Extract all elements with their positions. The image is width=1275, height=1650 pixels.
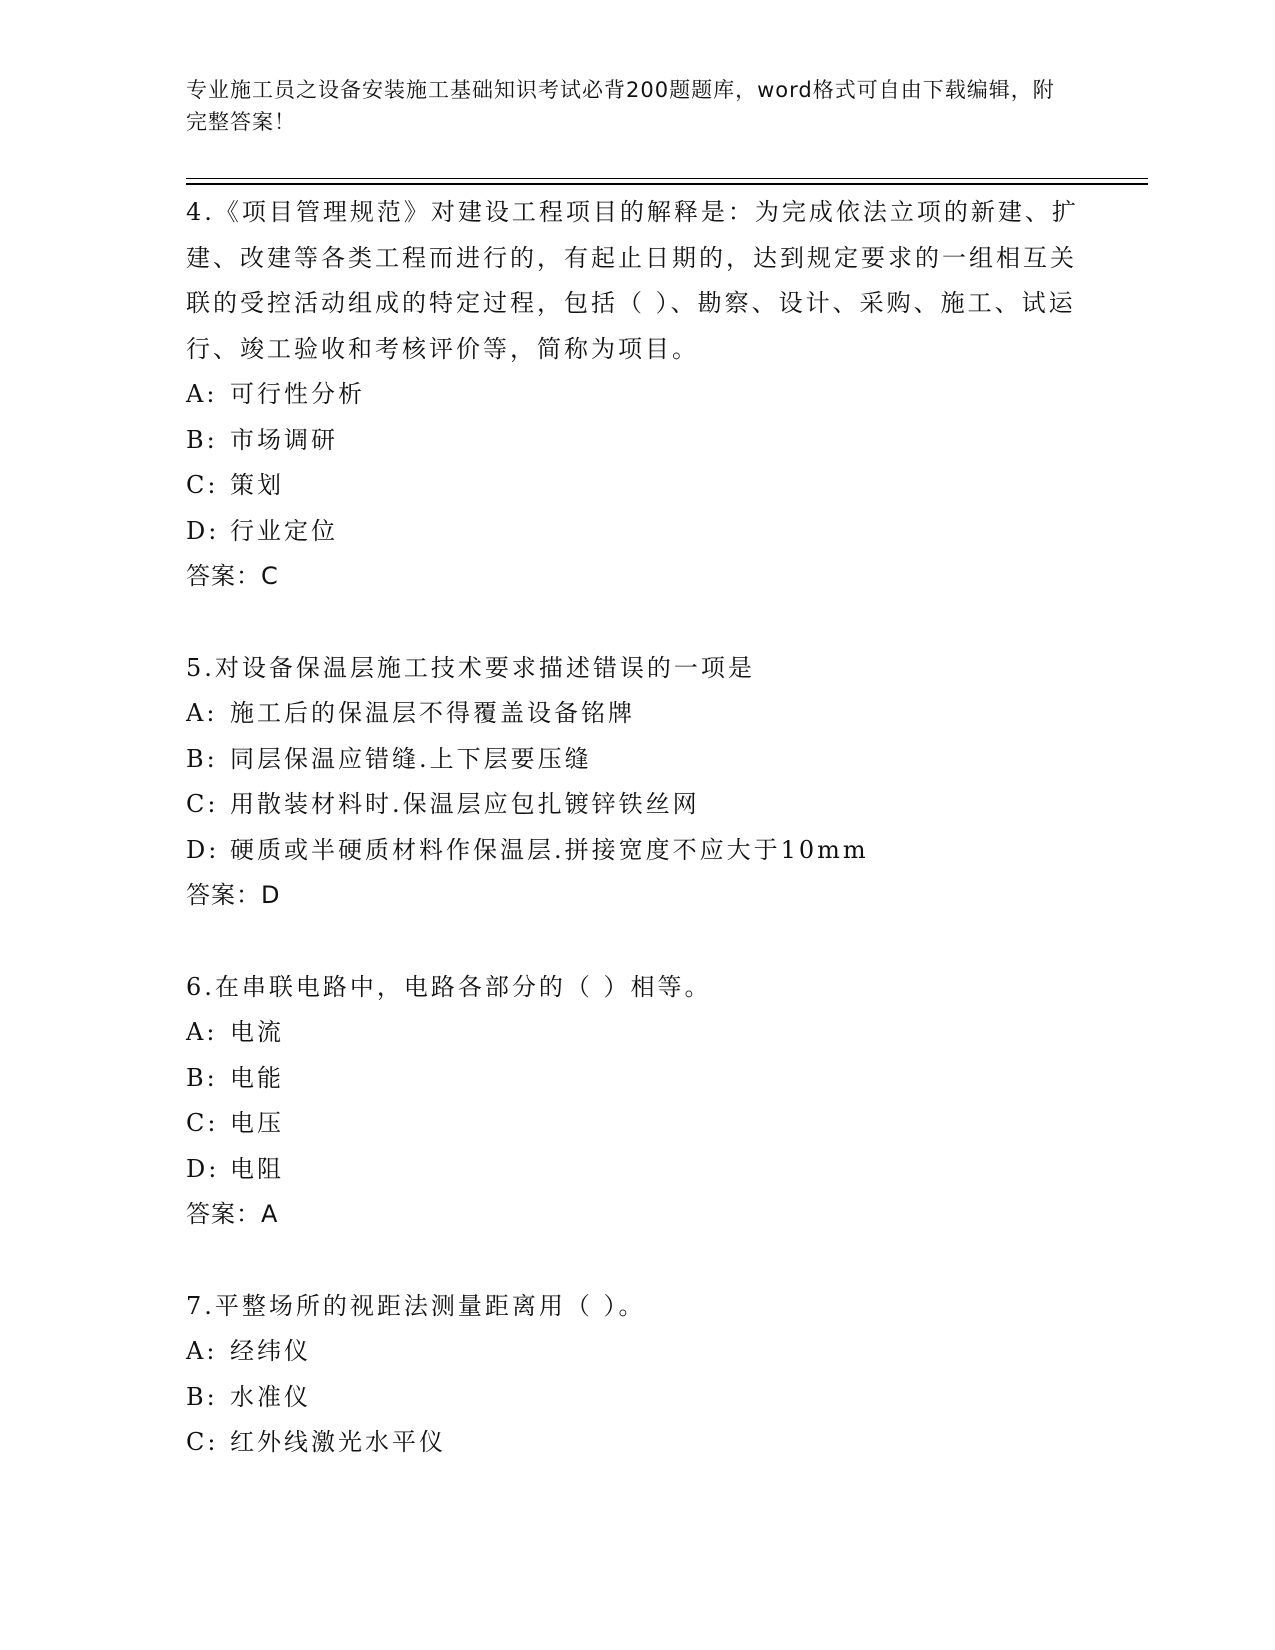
- option-letter: B:: [186, 1382, 218, 1411]
- option-letter: A:: [186, 380, 218, 408]
- document-header: 专业施工员之设备安装施工基础知识考试必背200题题库，word格式可自由下载编辑，附完整答案！: [186, 78, 1055, 134]
- option-d: [186, 828, 1086, 874]
- answer-value: A: [261, 1200, 279, 1228]
- option-letter: C:: [186, 1109, 219, 1137]
- question-stem: 4.《项目管理规范》对建设工程项目的解释是：为完成依法立项的新建、扩建、改建等各类工程而进行的，有起止日期的，达到规定要求的一组相互关联的受控活动组成的特定过程，包括（ ）、勘察、设计、采购、施工、试运行、竣工验收和考核评价等，简称为项目。: [186, 198, 1079, 363]
- answer-line: [186, 554, 1086, 600]
- question-item: [186, 1284, 1086, 1466]
- option-text: 电阻: [230, 1154, 284, 1183]
- option-text: 施工后的保温层不得覆盖设备铭牌: [230, 699, 635, 727]
- option-letter: D:: [186, 516, 220, 545]
- answer-line: [186, 873, 1086, 919]
- question-list: [186, 190, 1086, 1512]
- header-divider-thick: [186, 183, 1148, 185]
- header-divider-thin: [186, 178, 1148, 179]
- option-d: [186, 1147, 1086, 1193]
- option-text: 经纬仪: [230, 1337, 311, 1365]
- option-text: 电流: [230, 1018, 284, 1046]
- option-b: [186, 737, 1086, 783]
- option-c: [186, 782, 1086, 828]
- option-letter: A:: [186, 699, 218, 727]
- question-stem: 7.平整场所的视距法测量距离用（ ）。: [186, 1291, 646, 1320]
- option-letter: A:: [186, 1337, 218, 1365]
- option-text: 可行性分析: [230, 380, 365, 408]
- question-item: [186, 190, 1086, 600]
- option-text: 市场调研: [230, 425, 338, 454]
- option-letter: D:: [186, 1154, 220, 1183]
- option-b: [186, 1375, 1086, 1421]
- answer-label: 答案：: [186, 1200, 261, 1228]
- option-b: [186, 1056, 1086, 1102]
- option-d: [186, 509, 1086, 555]
- question-item: [186, 646, 1086, 919]
- option-text: 电能: [230, 1063, 284, 1092]
- answer-value: D: [261, 881, 281, 909]
- option-letter: C:: [186, 790, 219, 818]
- question-stem: 6.在串联电路中，电路各部分的（ ）相等。: [186, 972, 712, 1001]
- answer-line: [186, 1192, 1086, 1238]
- option-letter: B:: [186, 425, 218, 454]
- option-letter: A:: [186, 1018, 218, 1046]
- option-text: 策划: [230, 471, 284, 499]
- answer-label: 答案：: [186, 881, 261, 909]
- option-text: 红外线激光水平仪: [230, 1428, 446, 1456]
- option-text: 同层保温应错缝.上下层要压缝: [230, 744, 592, 773]
- option-letter: B:: [186, 744, 218, 773]
- option-a: [186, 372, 1086, 418]
- option-text: 电压: [230, 1109, 284, 1137]
- option-b: [186, 418, 1086, 464]
- option-c: [186, 1420, 1086, 1466]
- option-a: [186, 1010, 1086, 1056]
- option-text: 行业定位: [230, 516, 338, 545]
- option-a: [186, 691, 1086, 737]
- option-c: [186, 463, 1086, 509]
- answer-value: C: [261, 562, 279, 590]
- question-item: [186, 965, 1086, 1238]
- option-letter: D:: [186, 835, 220, 864]
- option-letter: C:: [186, 1428, 219, 1456]
- option-text: 水准仪: [230, 1382, 311, 1411]
- option-letter: B:: [186, 1063, 218, 1092]
- option-a: [186, 1329, 1086, 1375]
- option-text: 用散装材料时.保温层应包扎镀锌铁丝网: [230, 790, 700, 818]
- option-letter: C:: [186, 471, 219, 499]
- option-c: [186, 1101, 1086, 1147]
- answer-label: 答案：: [186, 562, 261, 590]
- option-text: 硬质或半硬质材料作保温层.拼接宽度不应大于10mm: [230, 835, 869, 864]
- question-stem: 5.对设备保温层施工技术要求描述错误的一项是: [186, 653, 755, 682]
